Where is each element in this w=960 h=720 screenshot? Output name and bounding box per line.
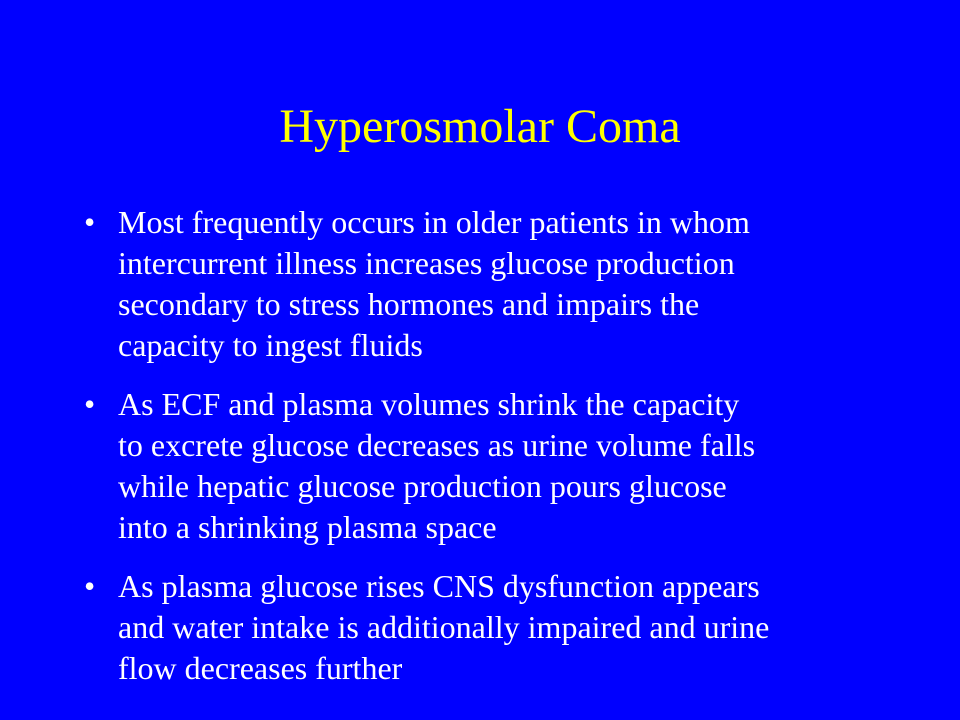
bullet-line: secondary to stress hormones and impairs the — [118, 286, 700, 322]
bullet-item-3 — [84, 566, 904, 689]
slide-title: Hyperosmolar Coma — [279, 100, 681, 153]
bullet-text — [118, 202, 904, 366]
bullet-line: and water intake is additionally impaired and urine — [118, 609, 770, 645]
bullet-text — [118, 566, 904, 689]
bullet-line: intercurrent illness increases glucose production — [118, 245, 735, 281]
bullet-line: flow decreases further — [118, 650, 403, 686]
bullet-text — [118, 384, 904, 548]
bullet-glyph: • — [84, 204, 96, 240]
bullet-line: while hepatic glucose production pours glucose — [118, 468, 727, 504]
bullet-line: Most frequently occurs in older patients in whom — [118, 204, 750, 240]
bullet-line: into a shrinking plasma space — [118, 509, 497, 545]
bullet-glyph: • — [84, 568, 96, 604]
bullet-line: As plasma glucose rises CNS dysfunction appears — [118, 568, 760, 604]
bullet-list — [84, 202, 904, 707]
bullet-line: As ECF and plasma volumes shrink the capacity — [118, 386, 740, 422]
bullet-item-1 — [84, 202, 904, 366]
bullet-item-2 — [84, 384, 904, 548]
bullet-glyph: • — [84, 386, 96, 422]
bullet-line: to excrete glucose decreases as urine volume falls — [118, 427, 756, 463]
bullet-line: capacity to ingest fluids — [118, 327, 423, 363]
